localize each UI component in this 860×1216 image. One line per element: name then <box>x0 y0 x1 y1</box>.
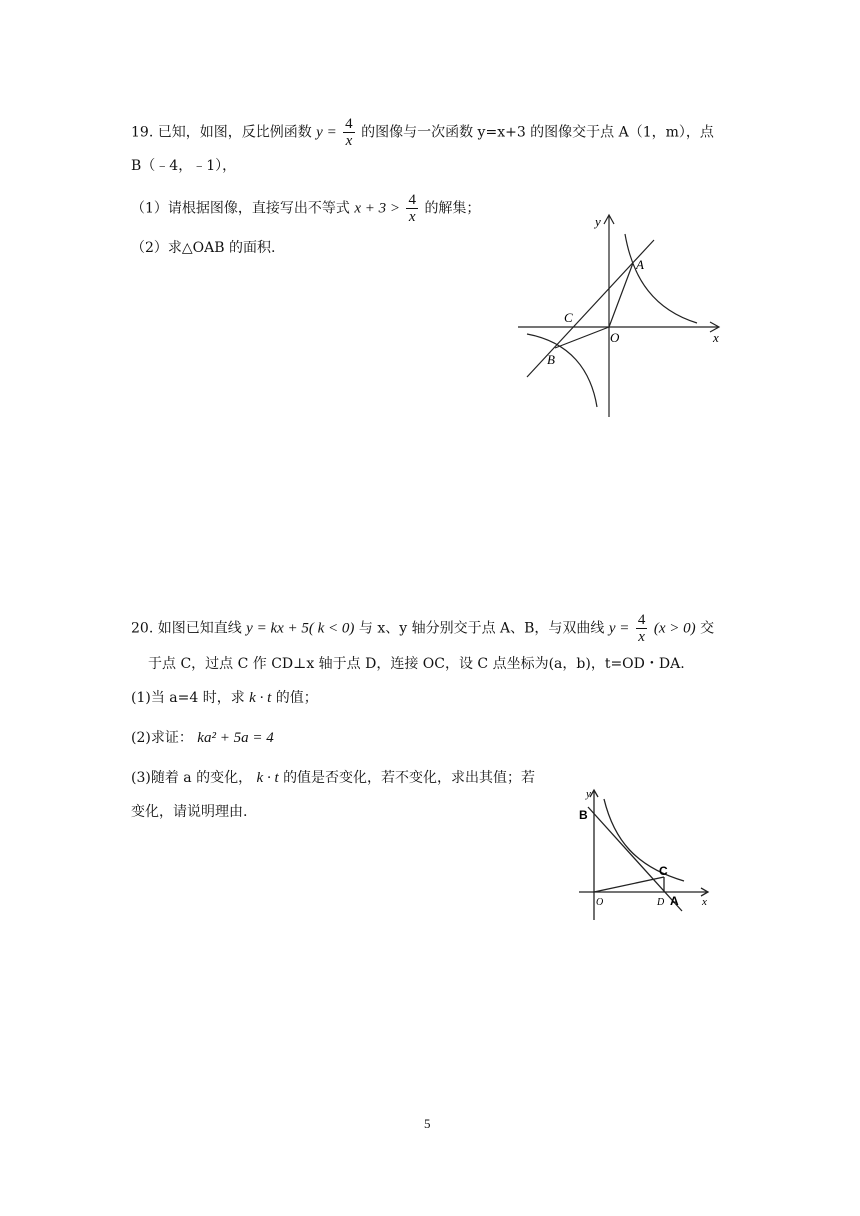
q20-hyp-fraction <box>636 612 648 645</box>
q19-line1-mid: 的图像与一次函数 y=x+3 的图像交于点 A（1，m），点 <box>361 124 714 141</box>
q20-line1 <box>131 612 714 645</box>
q20-label-O: O <box>596 897 604 908</box>
q20-line1-pre: 如图已知直线 <box>157 620 242 637</box>
q20-label-y: y <box>586 788 591 800</box>
q19-part1-pre: （1）请根据图像，直接写出不等式 <box>131 200 350 217</box>
q20-line2: 于点 C，过点 C 作 CD⊥x 轴于点 D，连接 OC，设 C 点坐标为(a，b)，t=OD・DA. <box>148 656 685 672</box>
q20-part3 <box>131 768 535 788</box>
q19-label-C: C <box>564 310 573 325</box>
q20-segment-OC <box>594 877 664 892</box>
q19-number: 19. <box>131 124 154 141</box>
page-number: 5 <box>424 1116 431 1131</box>
q19-part1-post: 的解集； <box>424 200 481 217</box>
q19-label-B: B <box>547 352 555 367</box>
q20-part1-pre: (1)当 a=4 时，求 <box>131 690 245 706</box>
q20-label-A: A <box>670 894 679 908</box>
q19-part1-fraction <box>406 192 418 225</box>
q20-line1-mid: 与 x、y 轴分别交于点 A、B，与双曲线 <box>358 620 605 637</box>
q20-part2-pre: (2)求证： <box>131 730 193 746</box>
q20-part3-line2: 变化，请说明理由. <box>131 804 248 820</box>
q20-part2-eq: ka² + 5a = 4 <box>197 730 274 746</box>
q19-part1-ineq: x + 3 > <box>354 200 401 217</box>
q20-hyp-cond: (x > 0) <box>653 620 696 637</box>
q19-label-x: x <box>713 330 719 345</box>
q20-part1 <box>131 688 318 708</box>
q20-part3-post: 的值是否变化，若不变化，求出其值；若 <box>283 770 536 786</box>
q20-line1-post: 交 <box>700 620 715 637</box>
q20-part3-kt: k · t <box>256 770 279 786</box>
q20-hyp-num: 4 <box>637 612 646 628</box>
q19-segment-OA <box>609 263 633 327</box>
q19-part1-den: x <box>408 209 416 225</box>
q20-label-x: x <box>702 896 707 908</box>
q20-part2 <box>131 728 274 748</box>
q19-line1-pre: 已知，如图，反比例函数 <box>157 124 312 141</box>
q20-hyp-den: x <box>638 629 645 645</box>
q19-line1 <box>131 116 714 149</box>
q20-line-eq: y = kx + 5( k < 0) <box>246 620 355 637</box>
q20-hyp-lhs: y = <box>608 620 630 637</box>
q19-part2: （2）求△OAB 的面积. <box>131 240 276 256</box>
q19-label-A: A <box>636 257 644 272</box>
q19-part1 <box>131 192 480 225</box>
q20-label-B: B <box>579 808 588 822</box>
q19-figure <box>515 210 725 420</box>
q20-part3-pre: (3)随着 a 的变化， <box>131 770 253 786</box>
q19-fn-lhs: y = <box>316 124 337 141</box>
q19-label-y: y <box>595 214 601 229</box>
q19-part1-num: 4 <box>408 192 416 208</box>
q19-fn-fraction <box>343 116 355 149</box>
q20-part1-post: 的值； <box>275 690 318 706</box>
q20-label-D: D <box>657 897 665 908</box>
q20-label-C: C <box>659 864 668 878</box>
q19-line2: B（﹣4，﹣1）， <box>131 158 237 174</box>
q20-figure <box>574 785 714 925</box>
q19-fn-den: x <box>345 133 353 149</box>
q20-part1-kt: k · t <box>249 690 272 706</box>
q19-label-O: O <box>610 330 620 345</box>
q20-line-AB <box>588 807 682 911</box>
q20-number: 20. <box>131 620 154 637</box>
q19-fn-num: 4 <box>345 116 353 132</box>
q19-hyperbola-q1 <box>625 234 697 323</box>
